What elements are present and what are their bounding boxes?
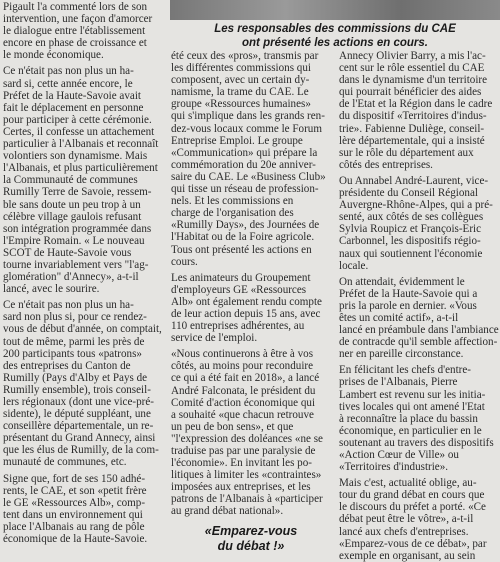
text-line: Rumilly (Pays d'Alby et Pays de — [3, 371, 148, 384]
subheading — [171, 524, 331, 554]
text-line: composent, avec un certain dy- — [171, 74, 310, 87]
text-line: l'Albanais, et plus particulièrement — [3, 162, 158, 175]
text-line: Rumilly ensemble), trois conseil- — [3, 383, 151, 396]
text-line: ce qui a été fait en 2018», a lancé — [171, 372, 320, 385]
text-line: trie». Fabienne Duliège, conseil- — [339, 122, 485, 135]
text-line: lancé aux chefs d'entreprises. — [339, 525, 469, 538]
text-line: rents, le CAE, et son «petit frère — [3, 484, 147, 497]
text-line: le monde économique. — [3, 49, 104, 62]
text-line: à reconnaître la place du bassin — [339, 412, 478, 425]
text-line: commémoration du 20e anniver- — [171, 158, 316, 171]
text-line: glomération" d'Annecy», a-t-il — [3, 271, 139, 284]
text-line: «Nous continuerons à être à vos — [171, 348, 314, 361]
text-line: Lambert est revenu sur les initia- — [339, 388, 486, 401]
text-line: Auvergne-Rhône-Alpes, qui a pré- — [339, 199, 493, 212]
text-line: conseillère départementale, un re- — [3, 420, 154, 433]
text-line: groupe «Ressources humaines» — [171, 98, 311, 111]
text-line: lère départementale, qui a insisté — [339, 134, 485, 147]
text-line: le discours du préfet a porté. «Ce — [339, 501, 486, 514]
text-line: traduise pas par une paralysie de — [171, 445, 316, 457]
text-line: présidente du Conseil Régional — [339, 187, 478, 200]
text-line: Rumilly Terre de Savoie, ressem- — [3, 186, 152, 199]
text-line: côtés des entreprises. — [339, 158, 433, 171]
text-line: Signe que, fort de ses 150 adhé- — [3, 472, 146, 485]
text-line: prises de l'Albanais, Pierre — [339, 376, 458, 389]
text-line: intervention, une façon d'amorcer — [3, 13, 153, 26]
text-line: munauté de communes, etc. — [3, 456, 127, 469]
subheading-line: du débat !» — [217, 538, 285, 553]
text-line: cent sur le rôle essentiel du CAE — [339, 62, 485, 75]
text-line: d'employeurs GE «Ressources — [171, 283, 307, 296]
text-line: l'économie». En invitant les po- — [171, 457, 312, 470]
text-line: patrons de l'Albanais à «participer — [171, 493, 323, 506]
text-line: économique, en particulier en le — [339, 424, 482, 437]
text-line: soutenant au travers des dispositifs — [339, 436, 494, 449]
text-line: «Rumilly Days», des Journées de — [171, 219, 320, 232]
text-line: qui s'implique dans les grands ren- — [171, 110, 325, 123]
text-line: fait le déplacement en personne — [3, 101, 144, 114]
article-column-2 — [171, 50, 331, 553]
text-line: Ce n'était pas non plus un ha- — [3, 299, 134, 312]
text-line: célèbre village gaulois refusant — [3, 210, 142, 223]
text-line: son intégration programmée dans — [3, 222, 152, 235]
text-line: lancé, avec le sourire. — [3, 283, 100, 296]
text-line: 200 participants tous «patrons» — [3, 347, 142, 360]
text-line: sard non plus si, pour ce rendez- — [3, 311, 147, 324]
text-line: êtes un comité actif», a-t-il — [339, 311, 459, 324]
text-line: Les animateurs du Groupement — [171, 271, 311, 284]
text-line: un peu de bon sens», et que — [171, 420, 294, 433]
text-line: Alb» ont également rendu compte — [171, 295, 322, 308]
text-line: dans le dynamisme d'un territoire — [339, 74, 488, 87]
text-line: cours. — [171, 255, 198, 268]
text-line: Ce n'était pas non plus un ha- — [3, 65, 134, 78]
text-line: imposées aux entreprises, et les — [171, 481, 311, 494]
text-line: le GE «Ressources Alb», comp- — [3, 496, 146, 509]
text-line: naux qui soutiennent l'économie — [339, 247, 483, 260]
text-line: charge de l'organisation des — [171, 207, 294, 220]
text-line: service de l'emploi. — [171, 332, 258, 345]
text-line: des entreprises du Canton de — [3, 359, 131, 372]
text-line: tourne invariablement vers "l'ag- — [3, 258, 149, 271]
text-line: On attendait, évidemment le — [339, 275, 465, 288]
text-line: Mais c'est, actualité oblige, au- — [339, 477, 477, 490]
text-line: ner en pareille circonstance. — [339, 348, 464, 361]
text-line: Préfet de la Haute-Savoie qui a — [339, 287, 478, 300]
text-line: exemple en organisant, au sein — [339, 549, 476, 562]
text-line: pris la parole en dernier. «Vous — [339, 299, 477, 312]
text-line: Tous ont présenté les actions en — [171, 243, 312, 256]
text-line: tour du grand débat en cours que — [339, 489, 485, 502]
text-line: sard si, cette année encore, le — [3, 77, 133, 90]
text-line: Préfet de la Haute-Savoie avait — [3, 89, 141, 102]
text-line: Carbonnel, les dispositifs régio- — [339, 235, 481, 248]
text-line: saire du CAE. Le «Business Club» — [171, 170, 326, 183]
text-line: Entreprise Emploi. Le groupe — [171, 134, 303, 147]
text-line: «Territoires d'industrie». — [339, 461, 449, 474]
text-line: la Communauté de communes — [3, 174, 138, 187]
photo-caption — [175, 22, 495, 50]
text-line: particulier à l'Albanais et reconnaît — [3, 138, 159, 151]
text-line: litiques à limiter les «contraintes» — [171, 469, 322, 482]
text-line: tent dans un environnement qui — [3, 508, 143, 521]
text-line: les différentes commissions qui — [171, 62, 311, 75]
text-line: été ceux des «pros», transmis par — [171, 50, 319, 62]
text-line: qui tisse un réseau de profession- — [171, 183, 319, 196]
text-line: que les élus de Rumilly, de la com- — [3, 444, 159, 457]
text-line: «Communication» qui prépare la — [171, 146, 318, 159]
text-line: Ou Annabel André-Laurent, vice- — [339, 174, 489, 187]
article-column-1 — [3, 1, 167, 546]
article-column-3 — [339, 50, 499, 562]
text-line: de l'Etat et la Région dans le cadre — [339, 98, 493, 111]
text-line: débat peut être le vôtre», a-t-il — [339, 513, 474, 526]
text-line: dez-vous locaux comme le Forum — [171, 122, 322, 135]
text-line: lancé en préambule dans l'ambiance — [339, 324, 499, 337]
text-line: qui pourrait bénéficier des aides — [339, 86, 482, 99]
text-line: côtés, au moins pour reconduire — [171, 360, 314, 373]
caption-line-2: ont présenté les actions en cours. — [242, 37, 428, 49]
caption-line-1: Les responsables des commissions du CAE — [214, 23, 456, 35]
text-line: Sylvia Roupicz et François-Eric — [339, 223, 482, 236]
text-line: Annecy Olivier Barry, a mis l'ac- — [339, 50, 486, 62]
text-line: tives locales qui ont amené l'Etat — [339, 400, 485, 413]
text-line: place l'Albanais au rang de pôle — [3, 520, 145, 533]
text-line: du dispositif «Territoires d'indus- — [339, 110, 487, 123]
text-line: vous de début d'année, on comptait, — [3, 323, 162, 336]
text-line: au grand débat national». — [171, 505, 284, 518]
text-line: pour participer à cette cérémonie. — [3, 113, 152, 126]
text-line: Comité d'action économique qui — [171, 396, 316, 409]
article-photo — [170, 0, 500, 20]
text-line: André Falconata, le président du — [171, 384, 316, 397]
text-line: SCOT de Haute-Savoie vous — [3, 246, 132, 259]
text-line: a souhaité «que chacun retrouve — [171, 408, 314, 421]
text-line: namisme, la trame du CAE. Le — [171, 86, 309, 99]
text-line: "l'expression des doléances «ne se — [171, 432, 323, 445]
text-line: sur le rôle du département aux — [339, 146, 474, 159]
text-line: «Emparez-vous de ce débat», par — [339, 537, 487, 550]
text-line: lers régionaux (dont une vice-pré- — [3, 396, 154, 408]
text-line: tout de même, parmi les près de — [3, 335, 145, 348]
text-line: nels. Et les commissions en — [171, 195, 294, 208]
text-line: l'Habitat ou de la Foire agricole. — [171, 231, 315, 244]
text-line: présentant du Grand Annecy, ainsi — [3, 432, 156, 445]
text-line: senté, aux côtés de ses collègues — [339, 211, 484, 224]
text-line: sidente), le député suppléant, une — [3, 408, 151, 421]
text-line: «Action Cœur de Ville» ou — [339, 449, 459, 461]
text-line: 110 entreprises adhérentes, au — [171, 320, 305, 333]
text-line: de leur action depuis 15 ans, avec — [171, 307, 321, 320]
text-line: économique de la Haute-Savoie. — [3, 533, 148, 546]
text-line: Certes, il confesse un attachement — [3, 125, 155, 138]
text-line: de contracde qu'il semble affection- — [339, 336, 498, 349]
text-line: le dialogue entre l'établissement — [3, 25, 146, 38]
text-line: volontiers son dynamisme. Mais — [3, 150, 148, 163]
text-line: ble sans doute un peu trop à un — [3, 198, 141, 211]
text-line: locale. — [339, 259, 369, 272]
text-line: En félicitant les chefs d'entre- — [339, 364, 471, 377]
text-line: l'Empire Romain. « Le nouveau — [3, 234, 145, 247]
text-line: encore en phase de croissance et — [3, 37, 147, 50]
subheading-line: «Emparez-vous — [204, 523, 298, 538]
text-line: Pigault l'a commenté lors de son — [3, 1, 148, 13]
